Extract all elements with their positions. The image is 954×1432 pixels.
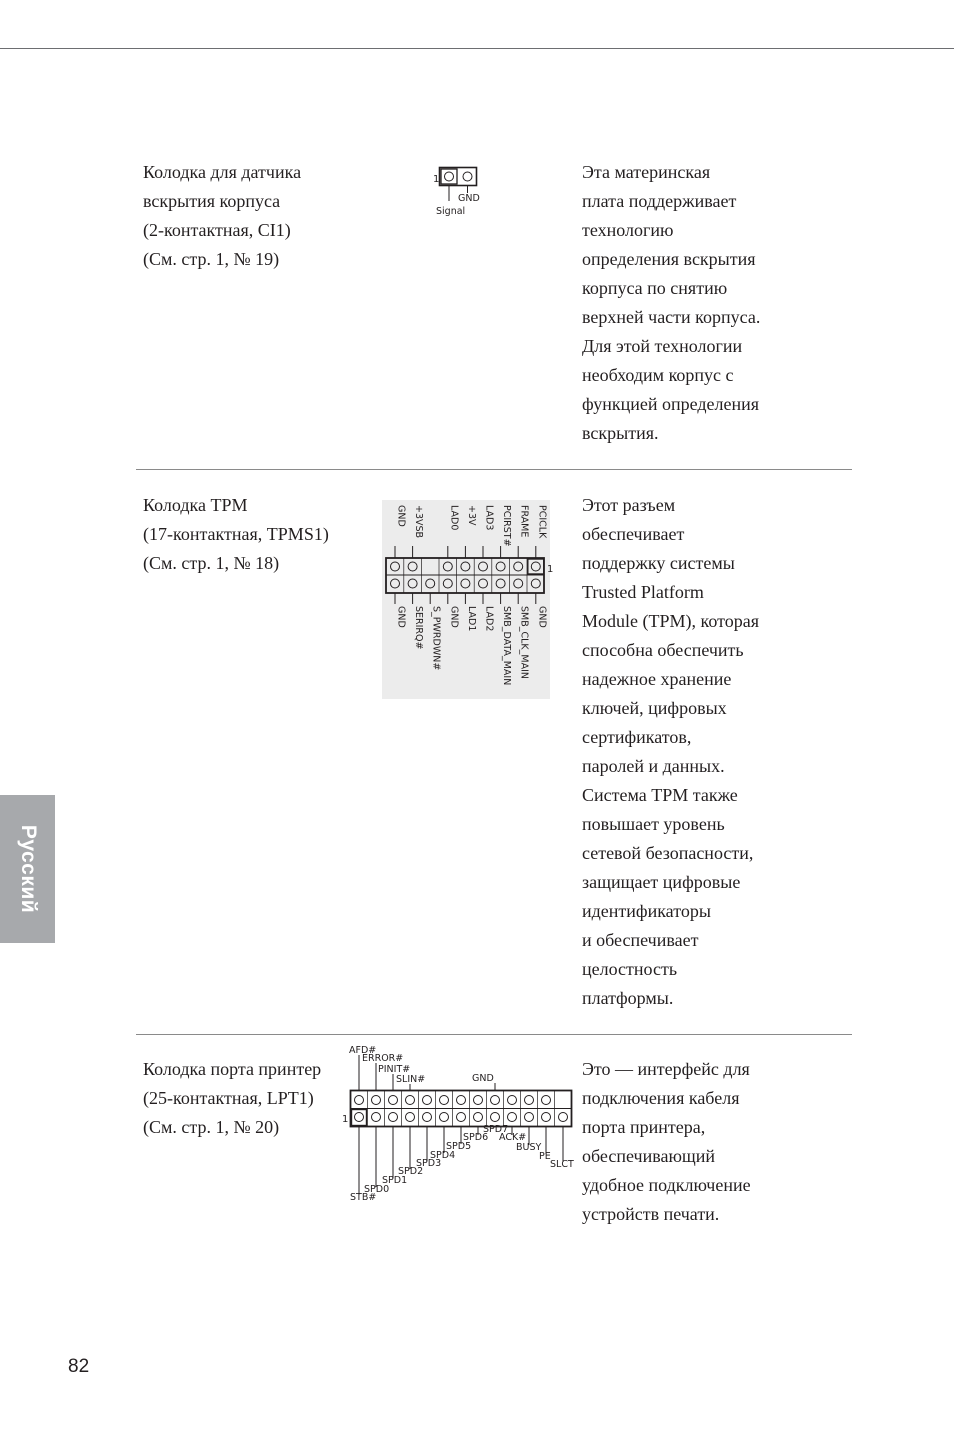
lpt-description-left: Колодка порта принтер (25-контактная, LPT1) (См. стр. 1, № 20) — [143, 1059, 322, 1137]
tpm-bottom-pin-label: SERIRQ# — [413, 606, 425, 650]
section-divider — [136, 469, 852, 470]
pin — [491, 1096, 500, 1105]
lpt-top-pin-label: ERROR# — [362, 1053, 404, 1064]
pin — [474, 1096, 483, 1105]
tpm-top-pin-label: FRAME — [518, 505, 530, 538]
pin — [508, 1113, 517, 1122]
pin — [457, 1096, 466, 1105]
header-rule — [0, 48, 954, 49]
pin — [508, 1096, 517, 1105]
section-divider — [136, 1034, 852, 1035]
tpm-top-pin-label: GND — [395, 505, 407, 527]
pin — [525, 1113, 534, 1122]
tpm-top-pin-label: LAD3 — [483, 505, 495, 531]
pin — [474, 1113, 483, 1122]
pin — [355, 1096, 364, 1105]
lpt-top-pin-label: PINIT# — [378, 1064, 411, 1075]
lpt-pin1-label: 1 — [342, 1114, 349, 1125]
lpt-top-pin-label: SLIN# — [396, 1074, 426, 1085]
lpt-header-diagram — [342, 1042, 578, 1206]
tpm-top-pin-label: +3V — [465, 505, 477, 526]
pin — [440, 1113, 449, 1122]
lpt-bottom-pin-label: STB# — [350, 1192, 377, 1203]
ci1-pin1-label: 1 — [433, 174, 440, 185]
pin — [406, 1096, 415, 1105]
tpm-top-pin-label: PCICLK — [536, 505, 548, 539]
lpt-bottom-pin-label: SPD3 — [416, 1158, 442, 1169]
tpm-bottom-pin-label: S_PWRDWN# — [430, 606, 442, 671]
lpt-top-pin-label: GND — [472, 1073, 494, 1084]
lpt-bottom-pin-label: PE — [539, 1151, 551, 1162]
lpt-bottom-pin-label: SPD4 — [430, 1150, 456, 1161]
pin — [440, 1096, 449, 1105]
tpm-bottom-pin-label: GND — [448, 606, 460, 628]
lpt-top-pin-label: AFD# — [349, 1045, 377, 1056]
tpm-description-right: Этот разъем обеспечивает поддержку системы Trusted Platform Module (TPM), которая способна обеспечить надежное хранение ключей, цифровых сертификатов, паролей и данных. Система TPM также повышает уровень сетевой безопасности, защищает цифровые идентификаторы и обеспечивает целостность платформы. — [582, 495, 759, 1008]
lpt-bottom-pin-label: SPD7 — [483, 1124, 509, 1135]
lpt-bottom-pin-label: SPD6 — [463, 1132, 489, 1143]
pin — [525, 1096, 534, 1105]
lpt-bottom-pin-label: BUSY — [516, 1142, 542, 1153]
tpm-pin1-label: 1 — [547, 564, 554, 575]
lpt-description-right: Это — интерфейс для подключения кабеля порта принтера, обеспечивающий удобное подключение устройств печати. — [582, 1059, 751, 1224]
pin — [372, 1113, 381, 1122]
lpt-bottom-pin-label: SLCT — [550, 1159, 574, 1170]
pin — [542, 1113, 551, 1122]
lpt-bottom-pin-label: SPD0 — [364, 1184, 390, 1195]
tpm-bottom-pin-label: SMB_CLK_MAIN — [518, 606, 530, 680]
ci1-description-right: Эта материнская плата поддерживает технологию определения вскрытия корпуса по снятию верхней части корпуса. Для этой технологии необходим корпус с функцией определения вскрытия. — [582, 162, 761, 443]
lpt-bottom-pin-label: SPD2 — [398, 1166, 424, 1177]
pin — [559, 1113, 568, 1122]
pin — [542, 1096, 551, 1105]
tpm-top-pin-label: +3VSB — [413, 505, 425, 539]
pin — [491, 1113, 500, 1122]
tpm-bottom-pin-label: GND — [536, 606, 548, 628]
pin — [389, 1113, 398, 1122]
tpm-description-left: Колодка TPM (17-контактная, TPMS1) (См. стр. 1, № 18) — [143, 495, 329, 573]
pin — [423, 1113, 432, 1122]
tpm-top-pin-label: PCIRST# — [501, 505, 513, 547]
pin — [372, 1096, 381, 1105]
lpt-bottom-pin-label: SPD1 — [382, 1175, 408, 1186]
lpt-bottom-pin-label: ACK# — [499, 1132, 527, 1143]
tpm-header-diagram — [382, 500, 552, 700]
tpm-top-pin-label: LAD0 — [448, 505, 460, 531]
tpm-bottom-pin-label: SMB_DATA_MAIN — [501, 606, 513, 686]
page-number: 82 — [68, 1356, 90, 1377]
ci1-signal-label: Signal — [436, 206, 466, 217]
tpm-bottom-pin-label: GND — [395, 606, 407, 628]
tpm-bottom-pin-label: LAD2 — [483, 606, 495, 632]
pin — [355, 1113, 364, 1122]
pin — [389, 1096, 398, 1105]
language-side-tab — [0, 795, 55, 943]
tpm-bottom-pin-label: LAD1 — [465, 606, 477, 632]
pin1-marker — [352, 1110, 367, 1126]
language-label: Русский — [16, 824, 40, 914]
ci1-description-left: Колодка для датчика вскрытия корпуса (2-контактная, CI1) (См. стр. 1, № 19) — [143, 162, 302, 269]
lpt-bottom-pin-label: SPD5 — [446, 1141, 472, 1152]
ci1-header-diagram — [430, 164, 490, 218]
pin — [406, 1113, 415, 1122]
ci1-gnd-label: GND — [458, 193, 480, 204]
pin — [457, 1113, 466, 1122]
pin — [423, 1096, 432, 1105]
